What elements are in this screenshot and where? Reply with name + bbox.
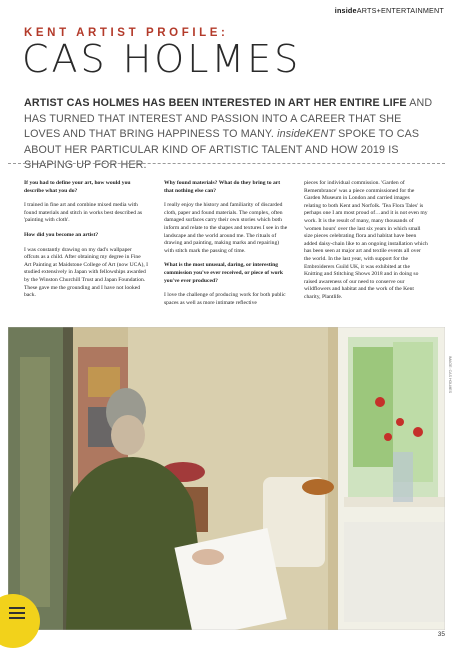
answer: I love the challenge of producing work for both public spaces as well as more intimate reflective [164,292,286,306]
intro-mid: AND HAS TURNED THAT INTEREST AND PASSION INTO A CAREER THAT SHE LOVES AND THAT BRING HAPPINESS TO MANY. [24,97,433,140]
answer: I was constantly drawing on my dad's wallpaper offcuts as a child. After obtaining my degree in Fine Art Painting at Maidstone College of Art (now UCA), I studied extensively in Japan with fellowships awarded by the Winston Churchill Trust and Japan Foundation. These gave me the grounding and I have not looked back. [24,246,148,299]
intro-end: SPOKE TO CAS ABOUT HER PARTICULAR KIND OF ARTISTIC TALENT AND HOW 2019 IS SHAPING UP FOR HER. [24,128,420,171]
article-column-3 [304,180,428,309]
artist-photo [8,327,445,630]
article-column-2 [164,180,288,314]
answer: pieces for individual commission. 'Garden of Remembrance' was a piece commissioned for the Garden Museum in London and carried images relating to both Kent and Norfolk. 'Tea Flora Tales' is perhaps one I am most proud of…and it is not even my work. It is the result of many, many thousands of 'women hours' over the last six years in which small size pieces celebrating flora and habitat have been added daisy-chain like to an ongoing installation which has been seen at major art and textile events all over the world. In the last year, with support for the Embroiderers Guild UK, it was exhibited at the Knitting and Stitching Shows 2018 and in doing so raised awareness of our need to conserve our wildflowers and habitat and the work of the Kent charity, Plantlife. [304,180,428,300]
intro-lead: ARTIST CAS HOLMES HAS BEEN INTERESTED IN ART HER ENTIRE LIFE [24,97,407,109]
photo-credit: IMAGE: CAS HOLMES [448,356,452,394]
article-intro [24,96,436,174]
section-header [335,6,444,15]
dashed-divider [8,163,445,164]
question: What is the most unusual, daring, or interesting commission you've ever received, or piece of work you've ever produced? [164,262,283,284]
answer: I trained in fine art and combine mixed media with found materials and stitch in works best described as 'painting with cloth'. [24,202,143,224]
page-number: 35 [437,631,445,638]
question: How did you become an artist? [24,231,99,238]
intro-brand: insideKENT [277,128,336,140]
brand-name: inside [334,6,357,15]
question: Why found materials? What do they bring to art that nothing else can? [164,180,281,194]
hamburger-menu-icon [9,607,25,622]
question: If you had to define your art, how would you describe what you do? [24,180,131,194]
article-column-1 [24,180,148,307]
article-kicker: KENT ARTIST PROFILE: [24,27,229,39]
section-name: ARTS+ENTERTAINMENT [356,6,444,15]
answer: I really enjoy the history and familiarity of discarded cloth, paper and found materials. The complex, often damaged surfaces carry their own stories which both inform and relate to the shapes and textures I see in the landscape and the world around me. The rituals of drawing and painting, making marks and repairing) with stitch mark the passing of time. [164,202,288,254]
article-title: CAS HOLMES [22,37,302,81]
